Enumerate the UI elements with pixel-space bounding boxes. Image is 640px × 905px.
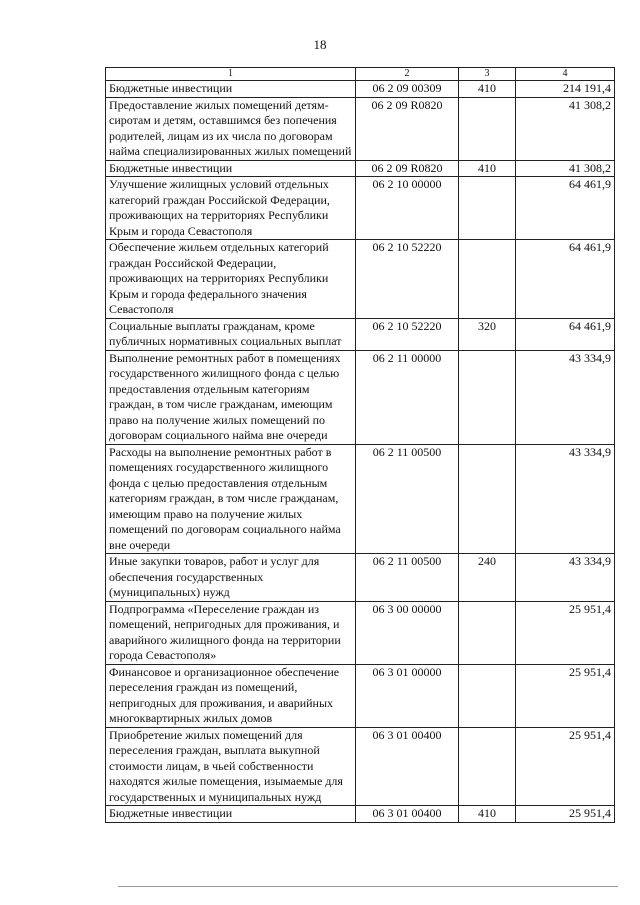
table-row (106, 160, 615, 177)
row-name: Бюджетные инвестиции (106, 81, 356, 98)
table-row (106, 177, 615, 240)
row-code: 06 2 11 00000 (356, 350, 459, 444)
row-code: 06 3 01 00400 (356, 806, 459, 823)
row-amount: 43 334,9 (516, 350, 615, 444)
row-expense-type: 410 (459, 81, 516, 98)
row-amount: 41 308,2 (516, 160, 615, 177)
row-expense-type (459, 664, 516, 727)
table-row (106, 664, 615, 727)
row-code: 06 3 01 00400 (356, 727, 459, 806)
column-header-4: 4 (516, 68, 615, 81)
row-code: 06 2 10 52220 (356, 240, 459, 319)
row-name: Обеспечение жильем отдельных категорий граждан Российской Федерации, проживающих на территориях Республики Крым и города федерального значения Севастополя (106, 240, 356, 319)
row-code: 06 2 09 00309 (356, 81, 459, 98)
row-code: 06 3 00 00000 (356, 601, 459, 664)
table-row (106, 444, 615, 554)
row-code: 06 2 10 00000 (356, 177, 459, 240)
row-name: Приобретение жилых помещений для переселения граждан, выплата выкупной стоимости лицам, в чьей собственности находятся жилые помещения, изымаемые для государственных и муниципальных нужд (106, 727, 356, 806)
row-expense-type (459, 240, 516, 319)
row-amount: 25 951,4 (516, 664, 615, 727)
row-code: 06 2 11 00500 (356, 444, 459, 554)
row-code: 06 2 10 52220 (356, 318, 459, 350)
table-row (106, 601, 615, 664)
budget-table (105, 67, 615, 823)
row-code: 06 2 09 R0820 (356, 160, 459, 177)
row-expense-type (459, 727, 516, 806)
page-number: 18 (313, 37, 327, 52)
table-row (106, 81, 615, 98)
row-name: Улучшение жилищных условий отдельных категорий граждан Российской Федерации, проживающих на территориях Республики Крым и города Севастополя (106, 177, 356, 240)
row-name: Бюджетные инвестиции (106, 806, 356, 823)
table-row (106, 240, 615, 319)
row-name: Подпрограмма «Переселение граждан из помещений, непригодных для проживания, и аварийного жилищного фонда на территории города Севастополя» (106, 601, 356, 664)
row-name: Расходы на выполнение ремонтных работ в помещениях государственного жилищного фонда с целью предоставления отдельным категориям граждан, в том числе гражданам, имеющим право на получение жилых помещений по договорам социального найма вне очереди (106, 444, 356, 554)
row-code: 06 2 09 R0820 (356, 97, 459, 160)
row-amount: 25 951,4 (516, 601, 615, 664)
row-amount: 43 334,9 (516, 444, 615, 554)
row-name: Иные закупки товаров, работ и услуг для обеспечения государственных (муниципальных) нужд (106, 554, 356, 602)
row-amount: 43 334,9 (516, 554, 615, 602)
scan-bottom-rule (118, 886, 618, 887)
column-header-3: 3 (459, 68, 516, 81)
row-amount: 214 191,4 (516, 81, 615, 98)
row-expense-type (459, 177, 516, 240)
row-amount: 64 461,9 (516, 318, 615, 350)
row-expense-type: 410 (459, 160, 516, 177)
row-amount: 64 461,9 (516, 177, 615, 240)
row-amount: 41 308,2 (516, 97, 615, 160)
table-row (106, 806, 615, 823)
row-expense-type (459, 444, 516, 554)
row-name: Предоставление жилых помещений детям-сиротам и детям, оставшимся без попечения родителей, лицам из их числа по договорам найма специализированных жилых помещений (106, 97, 356, 160)
row-amount: 25 951,4 (516, 727, 615, 806)
row-amount: 25 951,4 (516, 806, 615, 823)
row-expense-type (459, 601, 516, 664)
row-name: Финансовое и организационное обеспечение переселения граждан из помещений, непригодных для проживания, и аварийных многоквартирных жилых домов (106, 664, 356, 727)
row-expense-type: 410 (459, 806, 516, 823)
table-header-row (106, 68, 615, 81)
row-expense-type: 320 (459, 318, 516, 350)
row-name: Социальные выплаты гражданам, кроме публичных нормативных социальных выплат (106, 318, 356, 350)
table-row (106, 554, 615, 602)
table-row (106, 727, 615, 806)
column-header-1: 1 (106, 68, 356, 81)
table-row (106, 97, 615, 160)
table-row (106, 318, 615, 350)
table-row (106, 350, 615, 444)
row-amount: 64 461,9 (516, 240, 615, 319)
row-expense-type (459, 97, 516, 160)
row-code: 06 3 01 00000 (356, 664, 459, 727)
row-expense-type (459, 350, 516, 444)
row-name: Бюджетные инвестиции (106, 160, 356, 177)
column-header-2: 2 (356, 68, 459, 81)
row-code: 06 2 11 00500 (356, 554, 459, 602)
row-name: Выполнение ремонтных работ в помещениях государственного жилищного фонда с целью предоставления отдельным категориям граждан, в том числе гражданам, имеющим право на получение жилых помещений по договорам социального найма вне очереди (106, 350, 356, 444)
row-expense-type: 240 (459, 554, 516, 602)
